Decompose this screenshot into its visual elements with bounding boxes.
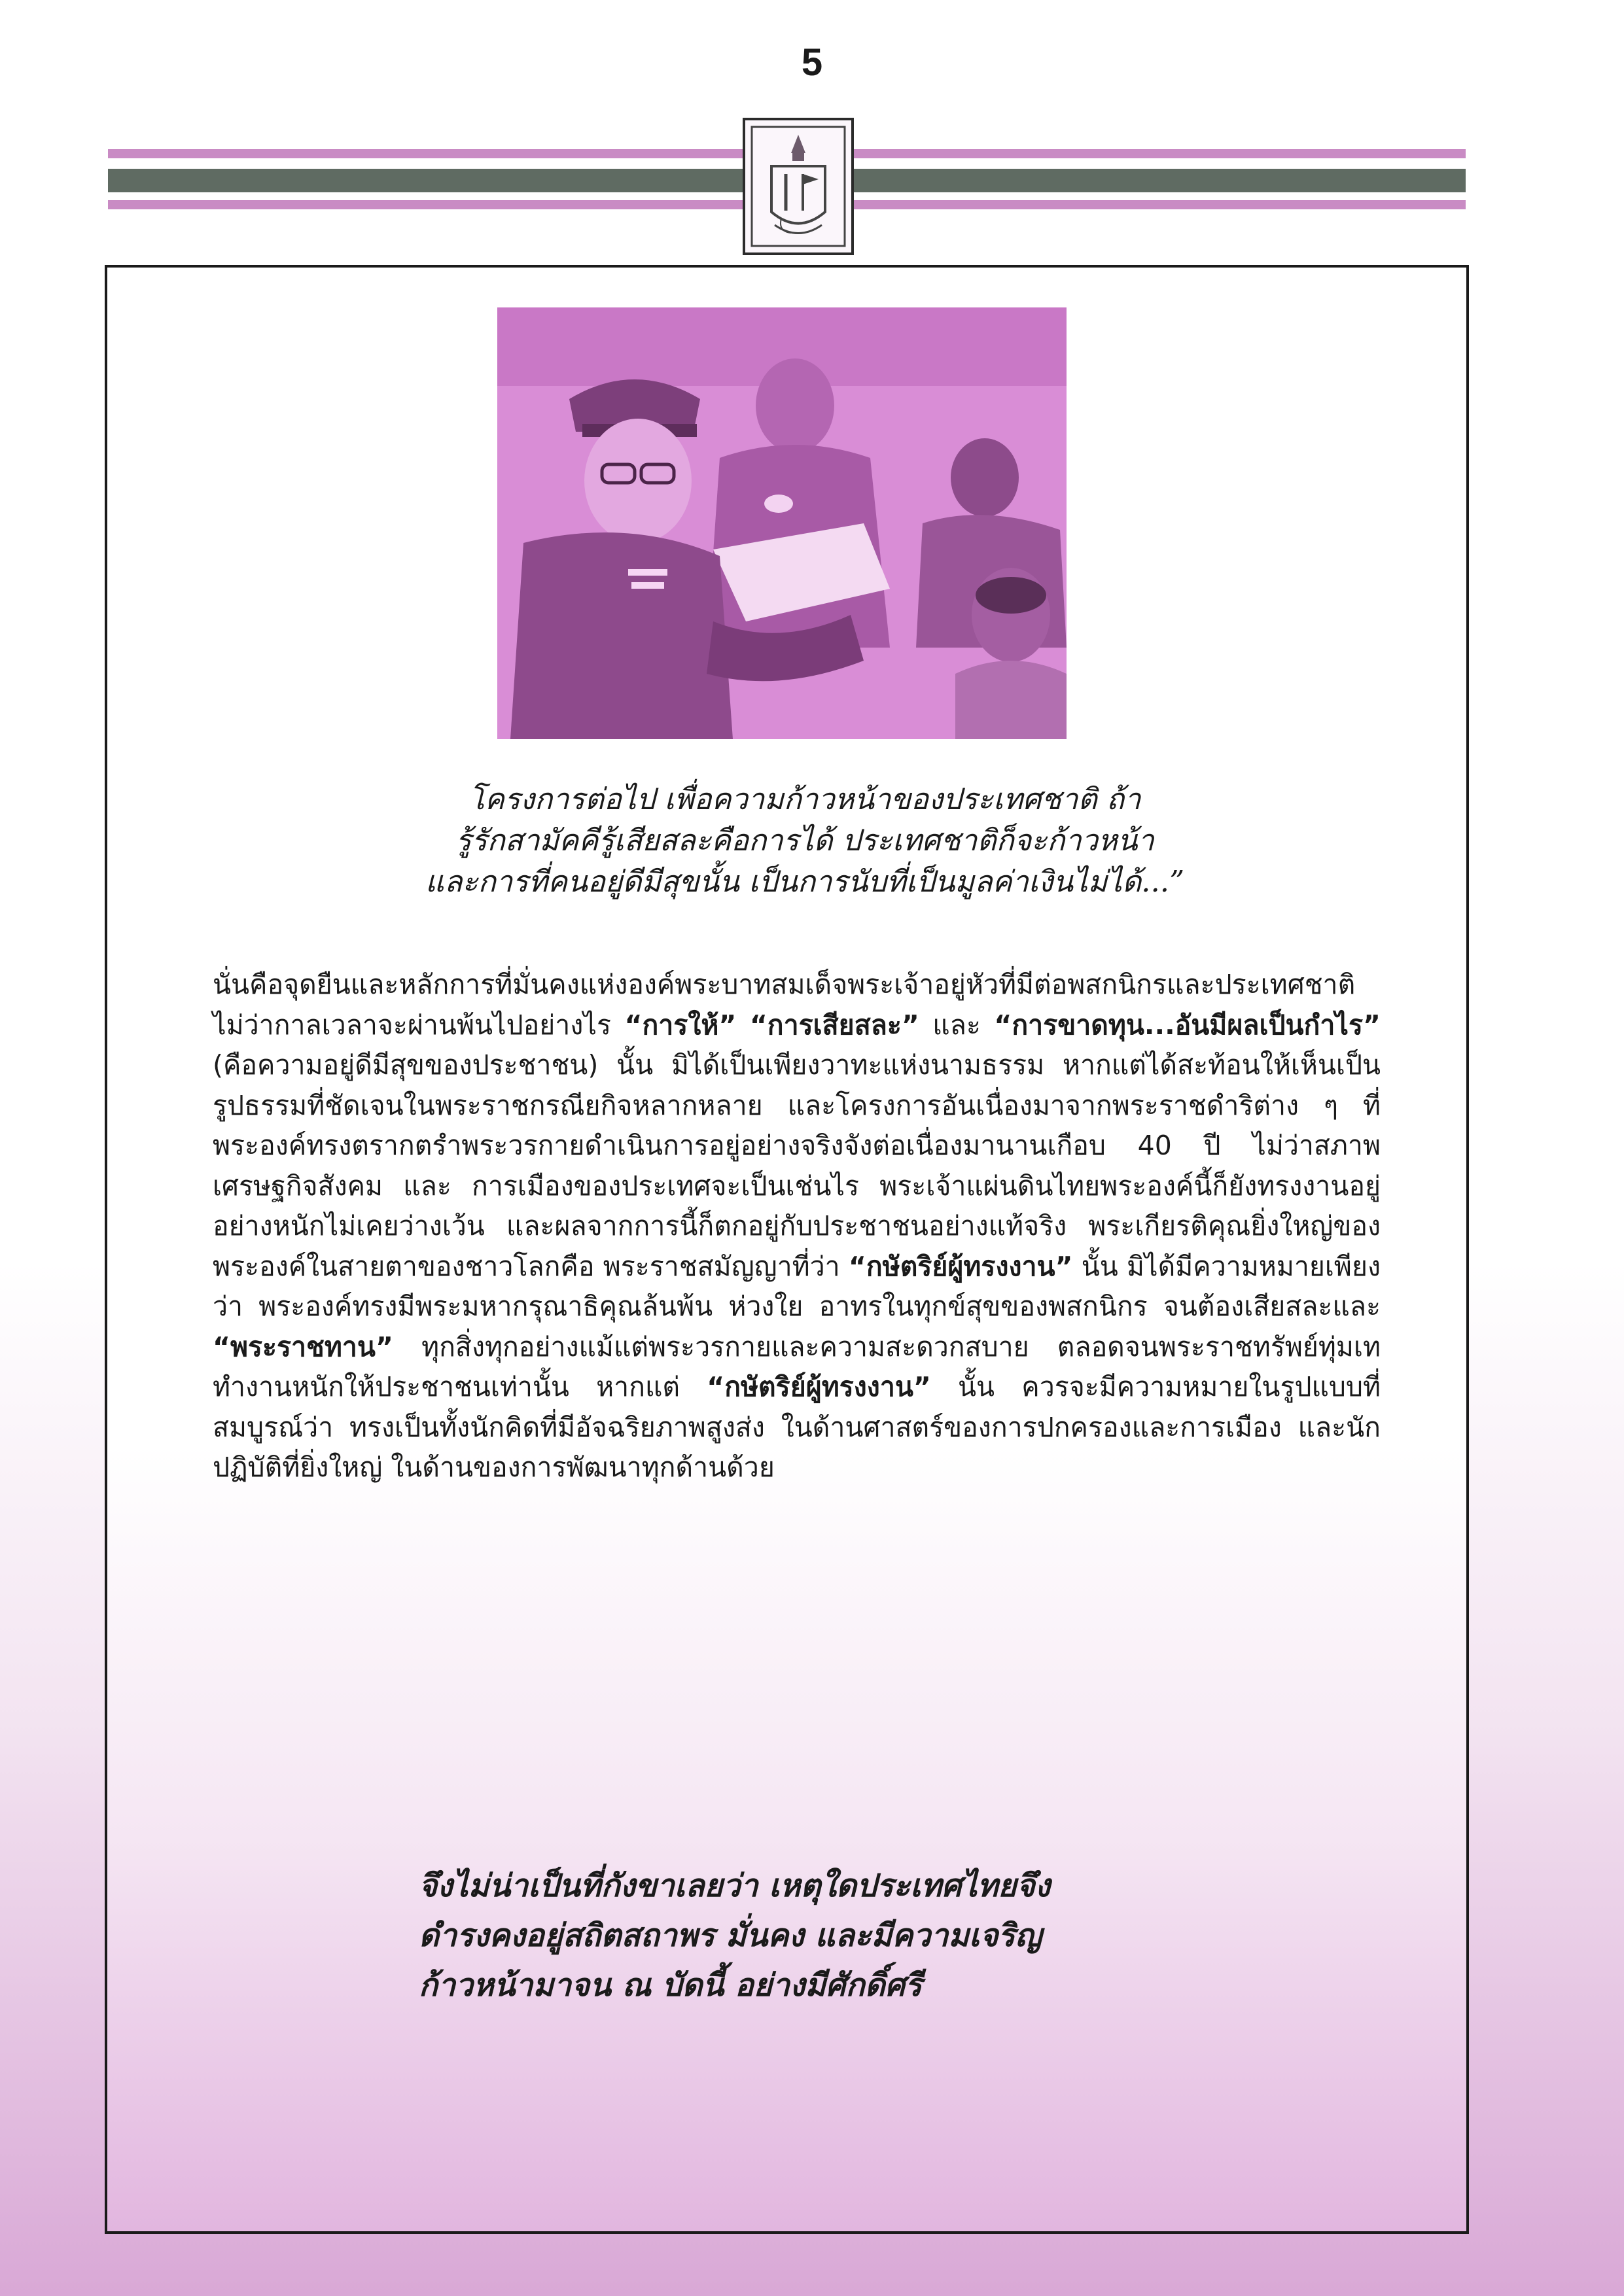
emphasis-giving: “การให้” [624, 1009, 737, 1041]
body-text: นั้น ควรจะมีความหมายในรูปแบบที่สมบูรณ์ว่า ทรงเป็นทั้งนักคิดที่มีอัจฉริยภาพสูงส่ง ในด้านศาสตร์ของการปกครองและการเมือง และนักปฏิบัติที่ยิ่งใหญ่ ในด้านของการพัฒนาทุกด้านด้วย [213, 1371, 1381, 1483]
intro-line: และการที่คนอยู่ดีมีสุขนั้น เป็นการนับที่เป็นมูลค่าเงินไม่ได้...” [425, 864, 1185, 899]
body-text: ทุกสิ่งทุกอย่างแม้แต่พระวรกายและความสะดวกสบาย ตลอดจนพระราชทรัพย์ทุ่มเททำงานหนักให้ประชาชนเท่านั้น หากแต่ [213, 1331, 1381, 1402]
body-text [736, 1009, 750, 1041]
body-text: และ [919, 1009, 995, 1041]
emphasis-working-king: “กษัตริย์ผู้ทรงงาน” [848, 1250, 1073, 1282]
body-text: นั่นคือจุดยืนและหลักการที่มั่นคงแห่งองค์พระบาทสมเด็จพระเจ้าอยู่หัวที่มีต่อพสกนิกรและประเทศชาติ ไม่ว่ากาลเวลาจะผ่านพ้นไปอย่างไร [213, 969, 1356, 1041]
closing-line: ก้าวหน้ามาจน ณ บัดนี้ อย่างมีศักดิ์ศรี [419, 1967, 922, 2004]
emphasis-loss-is-gain: “การขาดทุน...อันมีผลเป็นกำไร” [994, 1009, 1381, 1041]
emphasis-working-king: “กษัตริย์ผู้ทรงงาน” [707, 1371, 931, 1402]
intro-quote [393, 778, 1217, 902]
closing-line: ดำรงคงอยู่สถิตสถาพร มั่นคง และมีความเจริญ [419, 1917, 1042, 1954]
intro-line: โครงการต่อไป เพื่อความก้าวหน้าของประเทศชาติ ถ้า [468, 782, 1141, 816]
king-with-children-photo [497, 307, 1067, 739]
closing-statement [419, 1861, 1204, 2010]
royal-emblem-icon [743, 118, 854, 255]
emphasis-sacrifice: “การเสียสละ” [749, 1009, 919, 1041]
body-paragraph [213, 965, 1381, 1488]
body-text: (คือความอยู่ดีมีสุขของประชาชน) นั้น มิได้เป็นเพียงวาทะแห่งนามธรรม หากแต่ได้สะท้อนให้เห็นเป็นรูปธรรมที่ชัดเจนในพระราชกรณียกิจหลากหลาย และโครงการอันเนื่องมาจากพระราชดำริต่าง ๆ ที่พระองค์ทรงตรากตรำพระวรกายดำเนินการอยู่อย่างจริงจังต่อเนื่องมานานเกือบ 40 ปี ไม่ว่าสภาพเศรษฐกิจสังคม และ การเมืองของประเทศจะเป็นเช่นไร พระเจ้าแผ่นดินไทยพระองค์นี้ก็ยังทรงงานอยู่อย่างหนักไม่เคยว่างเว้น และผลจากการนี้ก็ตกอยู่กับประชาชนอย่างแท้จริง พระเกียรติคุณยิ่งใหญ่ของพระองค์ในสายตาของชาวโลกคือ พระราชสมัญญาที่ว่า [213, 1049, 1381, 1282]
body-text: นั้น มิได้มีความหมายเพียงว่า พระองค์ทรงมีพระมหากรุณาธิคุณล้นพ้น ห่วงใย อาทรในทุกข์สุขของพสกนิกร จนต้องเสียสละและ [213, 1250, 1381, 1322]
page-number: 5 [801, 41, 823, 84]
emphasis-royal-giving: “พระราชทาน” [213, 1331, 393, 1363]
closing-line: จึงไม่น่าเป็นที่กังขาเลยว่า เหตุใดประเทศไทยจึง [419, 1868, 1051, 1904]
intro-line: รู้รักสามัคคีรู้เสียสละคือการได้ ประเทศชาติก็จะก้าวหน้า [455, 823, 1154, 858]
